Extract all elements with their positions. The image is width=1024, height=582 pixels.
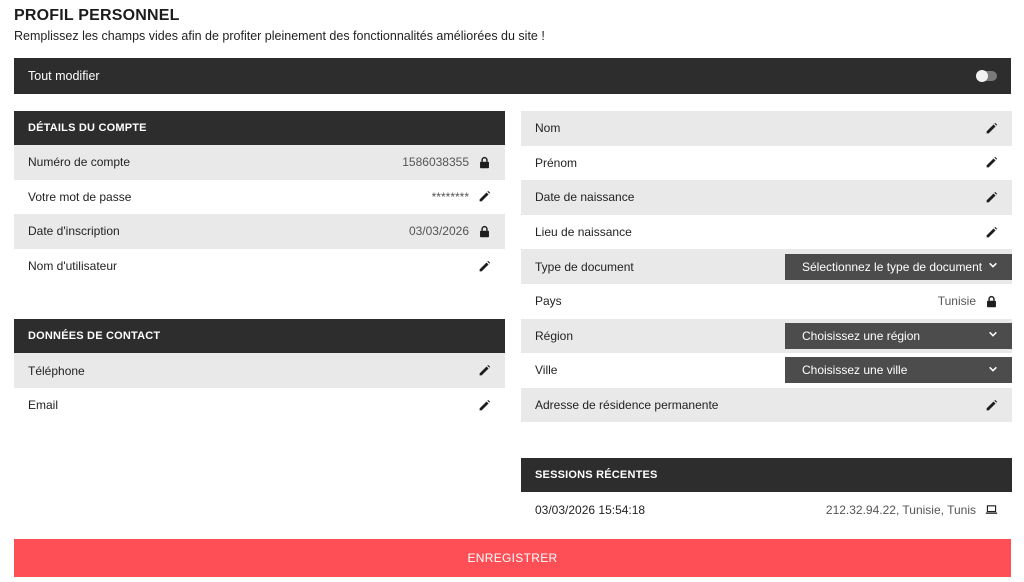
email-row bbox=[14, 388, 505, 423]
password-label: Votre mot de passe bbox=[28, 189, 132, 204]
pencil-icon[interactable] bbox=[478, 364, 491, 377]
contact-header: DONNÉES DE CONTACT bbox=[14, 319, 505, 353]
city-select[interactable] bbox=[785, 357, 1012, 383]
document-type-row bbox=[521, 249, 1012, 284]
signup-date-row bbox=[14, 214, 505, 249]
first-name-label: Prénom bbox=[535, 155, 578, 170]
city-row bbox=[521, 353, 1012, 388]
chevron-down-icon bbox=[988, 364, 1001, 377]
pencil-icon[interactable] bbox=[985, 191, 998, 204]
page-title: PROFIL PERSONNEL bbox=[14, 7, 180, 24]
email-label: Email bbox=[28, 398, 59, 413]
lock-icon bbox=[478, 225, 491, 238]
pencil-icon[interactable] bbox=[478, 260, 491, 273]
country-row bbox=[521, 284, 1012, 319]
pencil-icon[interactable] bbox=[985, 122, 998, 135]
document-type-select[interactable] bbox=[785, 254, 1012, 280]
username-label: Nom d'utilisateur bbox=[28, 259, 117, 274]
session-location: 212.32.94.22, Tunisie, Tunis bbox=[825, 502, 976, 517]
region-label: Région bbox=[535, 328, 574, 343]
phone-label: Téléphone bbox=[28, 363, 85, 378]
region-row bbox=[521, 319, 1012, 354]
password-value: ******** bbox=[431, 189, 469, 204]
password-row bbox=[14, 180, 505, 215]
pencil-icon[interactable] bbox=[478, 399, 491, 412]
birth-place-row bbox=[521, 215, 1012, 250]
birth-date-row bbox=[521, 180, 1012, 215]
sessions-header: SESSIONS RÉCENTES bbox=[521, 458, 1012, 492]
chevron-down-icon bbox=[988, 260, 1001, 273]
document-type-select-value: Sélectionnez le type de document bbox=[802, 259, 983, 274]
city-select-value: Choisissez une ville bbox=[802, 363, 908, 378]
pencil-icon[interactable] bbox=[985, 156, 998, 169]
country-value: Tunisie bbox=[937, 294, 976, 309]
signup-date-label: Date d'inscription bbox=[28, 224, 120, 239]
username-row bbox=[14, 249, 505, 284]
page-subtitle: Remplissez les champs vides afin de profiter pleinement des fonctionnalités améliorées du site ! bbox=[14, 29, 545, 43]
country-label: Pays bbox=[535, 294, 562, 309]
address-label: Adresse de résidence permanente bbox=[535, 398, 719, 413]
address-row bbox=[521, 388, 1012, 423]
document-type-label: Type de document bbox=[535, 259, 634, 274]
toggle-knob bbox=[976, 70, 988, 82]
lock-icon bbox=[985, 295, 998, 308]
signup-date-value: 03/03/2026 bbox=[408, 224, 469, 239]
first-name-row bbox=[521, 146, 1012, 181]
account-number-row bbox=[14, 145, 505, 180]
left-column bbox=[14, 111, 505, 423]
chevron-down-icon bbox=[988, 329, 1001, 342]
pencil-icon[interactable] bbox=[478, 190, 491, 203]
pencil-icon[interactable] bbox=[985, 226, 998, 239]
last-name-label: Nom bbox=[535, 121, 561, 136]
account-number-value: 1586038355 bbox=[402, 155, 469, 170]
region-select[interactable] bbox=[785, 323, 1012, 349]
right-column bbox=[521, 111, 1012, 527]
session-datetime: 03/03/2026 15:54:18 bbox=[535, 502, 646, 517]
phone-row bbox=[14, 353, 505, 388]
account-details-header: DÉTAILS DU COMPTE bbox=[14, 111, 505, 145]
birth-place-label: Lieu de naissance bbox=[535, 225, 632, 240]
region-select-value: Choisissez une région bbox=[802, 328, 921, 343]
edit-all-label: Tout modifier bbox=[28, 69, 100, 83]
laptop-icon bbox=[985, 503, 998, 516]
lock-icon bbox=[478, 156, 491, 169]
city-label: Ville bbox=[535, 363, 558, 378]
save-button[interactable]: ENREGISTRER bbox=[14, 539, 1011, 577]
last-name-row bbox=[521, 111, 1012, 146]
edit-all-bar bbox=[14, 58, 1011, 94]
edit-all-toggle[interactable] bbox=[977, 71, 997, 81]
birth-date-label: Date de naissance bbox=[535, 190, 635, 205]
pencil-icon[interactable] bbox=[985, 399, 998, 412]
account-number-label: Numéro de compte bbox=[28, 155, 131, 170]
session-row bbox=[521, 492, 1012, 527]
